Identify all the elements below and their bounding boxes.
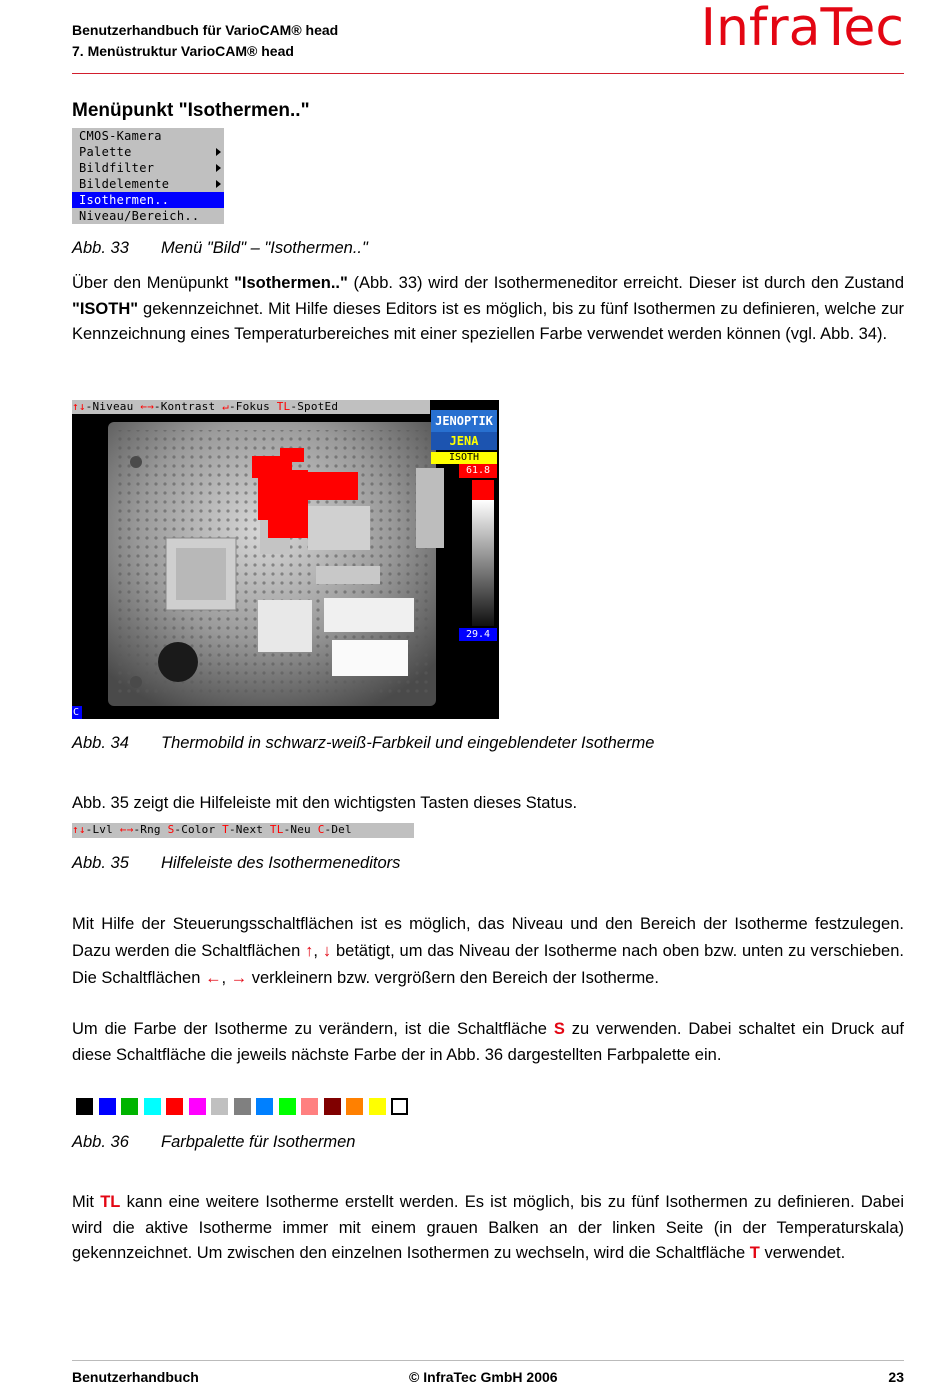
palette-swatch [391, 1098, 408, 1115]
footer-rule [72, 1360, 904, 1361]
palette-swatch [121, 1098, 138, 1115]
color-palette [76, 1098, 416, 1116]
thermal-toolbar: ↑↓-Niveau ←→-Kontrast ↵-Fokus TL-SpotEd [72, 400, 430, 414]
paragraph-new-isotherm: Mit TL kann eine weitere Isotherme erstellt werden. Es ist möglich, bis zu fünf Isothermen zu definieren. Dabei wird die aktive Isotherme immer mit einem grauen Balken an der linken Seite (in der Temperaturskala) gekennzeichnet. Um zwischen den einzelnen Isothermen zu wechseln, wird die Schaltfläche T verwendet. [72, 1193, 904, 1262]
palette-swatch [76, 1098, 93, 1115]
footer-left: Benutzerhandbuch [72, 1369, 199, 1385]
jenoptik-logo: JENOPTIK [435, 414, 493, 428]
menu-item[interactable]: Bildelemente [72, 176, 224, 192]
arrow-left-icon: ← [205, 969, 222, 987]
palette-swatch [99, 1098, 116, 1115]
submenu-arrow-icon [216, 148, 221, 156]
palette-swatch [166, 1098, 183, 1115]
palette-swatch [144, 1098, 161, 1115]
caption-abb36: Abb. 36 Farbpalette für Isothermen [72, 1133, 356, 1151]
palette-swatch [256, 1098, 273, 1115]
paragraph-color: Um die Farbe der Isotherme zu verändern, ist die Schaltfläche S zu verwenden. Dabei schaltet ein Druck auf diese Schaltfläche die jeweils nächste Farbe der in Abb. 36 dargestellten Farbpalette ein. [72, 1020, 904, 1064]
palette-swatch [211, 1098, 228, 1115]
jena-label: JENA [449, 434, 479, 448]
isotherm-helpbar: ↑↓-Lvl ←→-Rng S-Color T-Next TL-Neu C-Del [72, 823, 414, 838]
header-rule [72, 73, 904, 74]
header-chapter: 7. Menüstruktur VarioCAM® head [72, 43, 294, 59]
submenu-arrow-icon [216, 164, 221, 172]
palette-swatch [279, 1098, 296, 1115]
palette-swatch [189, 1098, 206, 1115]
palette-swatch [369, 1098, 386, 1115]
unit-label: C [73, 707, 80, 718]
paragraph-controls: Mit Hilfe der Steuerungsschaltflächen ist es möglich, das Niveau und den Bereich der Isotherme festzulegen. Dazu werden die Schaltflächen ↑, ↓ betätigt, um das Niveau der Isotherme nach oben bzw. unten zu verschieben. Die Schaltflächen ←, → verkleinern bzw. vergrößern den Bereich der Isotherme. [72, 915, 904, 987]
menu-item-selected[interactable]: Isothermen.. [72, 192, 224, 208]
palette-swatch [324, 1098, 341, 1115]
palette-swatch [301, 1098, 318, 1115]
arrow-up-icon: ↑ [305, 942, 314, 960]
header-title: Benutzerhandbuch für VarioCAM® head [72, 22, 339, 38]
section-title: Menüpunkt "Isothermen.." [72, 100, 310, 121]
arrow-down-icon: ↓ [322, 942, 332, 960]
footer-copyright: © InfraTec GmbH 2006 [409, 1369, 558, 1385]
caption-abb33: Abb. 33 Menü "Bild" – "Isothermen.." [72, 239, 368, 257]
paragraph-intro: Über den Menüpunkt "Isothermen.." (Abb. 33) wird der Isothermeneditor erreicht. Dieser ist durch den Zustand "ISOTH" gekennzeichnet. Mit Hilfe dieses Editors ist es möglich, bis zu fünf Isothermen zu definieren, welche zur Kennzeichnung eines Temperaturbereiches mit einer speziellen Farbe verwendet werden können (vgl. Abb. 34). [72, 274, 904, 343]
menu-item[interactable]: CMOS-Kamera [79, 129, 162, 143]
menu-item[interactable]: Palette [72, 144, 224, 160]
infratec-logo: InfraTec [700, 0, 904, 58]
palette-swatch [346, 1098, 363, 1115]
thermal-image [72, 400, 499, 719]
paragraph-helpbar-intro: Abb. 35 zeigt die Hilfeleiste mit den wichtigsten Tasten dieses Status. [72, 794, 578, 812]
page-number: 23 [888, 1369, 904, 1385]
caption-abb34: Abb. 34 Thermobild in schwarz-weiß-Farbkeil und eingeblendeter Isotherme [72, 734, 655, 752]
menu-item[interactable]: Niveau/Bereich.. [79, 209, 200, 223]
arrow-right-icon: → [230, 969, 248, 987]
temp-max: 61.8 [465, 465, 491, 476]
menu-item[interactable]: Bildfilter [72, 160, 224, 176]
temp-min: 29.4 [465, 629, 491, 640]
status-badge: ISOTH [448, 452, 480, 463]
palette-swatch [234, 1098, 251, 1115]
submenu-arrow-icon [216, 180, 221, 188]
menu-screenshot [72, 128, 224, 224]
caption-abb35: Abb. 35 Hilfeleiste des Isothermeneditors [72, 854, 401, 872]
